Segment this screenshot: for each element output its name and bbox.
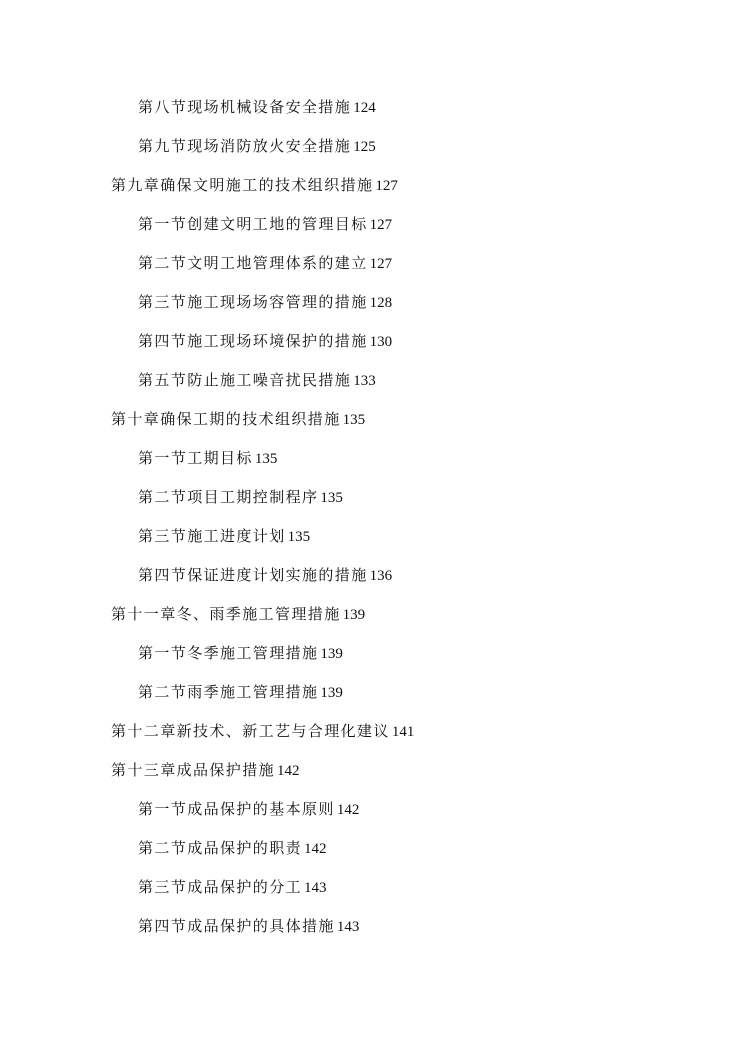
toc-entry-title: 第二节项目工期控制程序 — [138, 488, 319, 506]
toc-entry-title: 第十一章冬、雨季施工管理措施 — [111, 605, 341, 623]
toc-section-entry[interactable] — [0, 907, 744, 946]
toc-section-entry[interactable] — [0, 829, 744, 868]
toc-entry-page-number: 135 — [342, 412, 366, 428]
toc-entry-title: 第九章确保文明施工的技术组织措施 — [111, 176, 374, 194]
toc-entry-title: 第三节施工现场场容管理的措施 — [138, 293, 368, 311]
toc-entry-page-number: 125 — [353, 139, 376, 155]
toc-entry-page-number: 133 — [353, 373, 376, 389]
toc-entry-title: 第一节工期目标 — [138, 449, 253, 467]
toc-chapter-entry[interactable] — [0, 400, 744, 439]
toc-entry-page-number: 139 — [320, 685, 343, 701]
toc-entry-title: 第一节创建文明工地的管理目标 — [138, 215, 368, 233]
toc-entry-title: 第二节文明工地管理体系的建立 — [138, 254, 368, 272]
toc-section-entry[interactable] — [0, 673, 744, 712]
toc-entry-page-number: 143 — [304, 880, 327, 896]
toc-section-entry[interactable] — [0, 283, 744, 322]
toc-entry-title: 第十二章新技术、新工艺与合理化建议 — [111, 722, 390, 740]
toc-entry-page-number: 141 — [391, 724, 415, 740]
toc-section-entry[interactable] — [0, 127, 744, 166]
toc-entry-page-number: 142 — [277, 763, 300, 779]
toc-entry-title: 第二节成品保护的职责 — [138, 839, 303, 857]
toc-section-entry[interactable] — [0, 634, 744, 673]
toc-entry-page-number: 135 — [287, 529, 311, 545]
toc-entry-title: 第十三章成品保护措施 — [111, 761, 276, 779]
toc-entry-page-number: 127 — [369, 217, 393, 233]
toc-entry-title: 第一节冬季施工管理措施 — [138, 644, 319, 662]
toc-entry-page-number: 143 — [336, 919, 360, 935]
toc-chapter-entry[interactable] — [0, 712, 744, 751]
toc-section-entry[interactable] — [0, 244, 744, 283]
toc-entry-page-number: 142 — [336, 802, 360, 818]
toc-section-entry[interactable] — [0, 361, 744, 400]
toc-section-entry[interactable] — [0, 556, 744, 595]
toc-entry-page-number: 130 — [369, 334, 393, 350]
toc-entry-page-number: 136 — [369, 568, 393, 584]
toc-entry-page-number: 139 — [342, 607, 366, 623]
toc-section-entry[interactable] — [0, 868, 744, 907]
toc-section-entry[interactable] — [0, 322, 744, 361]
toc-entry-title: 第八节现场机械设备安全措施 — [138, 98, 352, 116]
toc-entry-page-number: 127 — [369, 256, 393, 272]
toc-entry-page-number: 124 — [353, 100, 376, 116]
toc-chapter-entry[interactable] — [0, 166, 744, 205]
toc-section-entry[interactable] — [0, 205, 744, 244]
toc-chapter-entry[interactable] — [0, 751, 744, 790]
toc-entry-title: 第三节成品保护的分工 — [138, 878, 303, 896]
toc-entry-page-number: 135 — [320, 490, 343, 506]
toc-entry-title: 第四节保证进度计划实施的措施 — [138, 566, 368, 584]
toc-entry-page-number: 128 — [369, 295, 393, 311]
toc-entry-title: 第九节现场消防放火安全措施 — [138, 137, 352, 155]
toc-entry-page-number: 135 — [254, 451, 278, 467]
toc-entry-title: 第一节成品保护的基本原则 — [138, 800, 335, 818]
toc-entry-title: 第三节施工进度计划 — [138, 527, 286, 545]
toc-entry-page-number: 127 — [375, 178, 398, 194]
toc-entry-title: 第四节施工现场环境保护的措施 — [138, 332, 368, 350]
toc-section-entry[interactable] — [0, 439, 744, 478]
toc-entry-title: 第二节雨季施工管理措施 — [138, 683, 319, 701]
toc-entry-title: 第四节成品保护的具体措施 — [138, 917, 335, 935]
toc-entry-page-number: 139 — [320, 646, 343, 662]
toc-section-entry[interactable] — [0, 478, 744, 517]
toc-section-entry[interactable] — [0, 88, 744, 127]
toc-entry-page-number: 142 — [304, 841, 327, 857]
toc-entry-title: 第十章确保工期的技术组织措施 — [111, 410, 341, 428]
table-of-contents — [0, 88, 744, 946]
toc-section-entry[interactable] — [0, 517, 744, 556]
toc-section-entry[interactable] — [0, 790, 744, 829]
toc-entry-title: 第五节防止施工噪音扰民措施 — [138, 371, 352, 389]
toc-chapter-entry[interactable] — [0, 595, 744, 634]
